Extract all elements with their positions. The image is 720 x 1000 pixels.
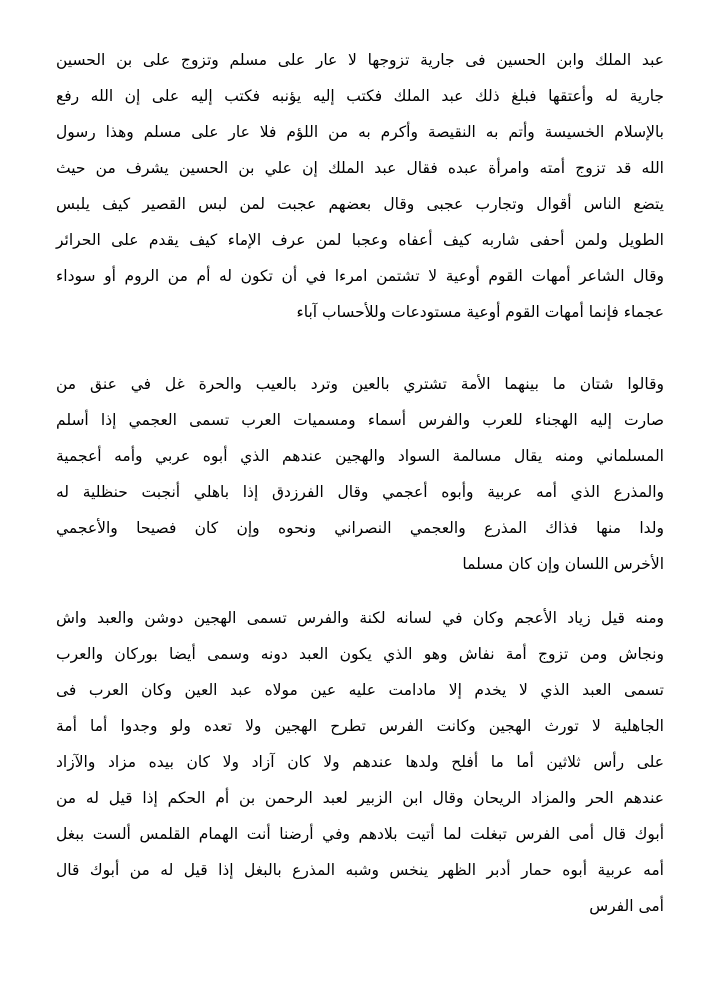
paragraph-2 (56, 366, 664, 582)
text-line: الطويل ولمن أحفى شاربه كيف أعفاه وعجبا لمن عرف الإماء كيف يقدم على الحرائر (56, 231, 664, 249)
text-line: جارية له وأعتقها فبلغ ذلك عبد الملك فكتب إليه يؤنبه فكتب إليه على إن الله رفع (56, 87, 664, 105)
text-line: والمذرع الذي أمه عربية وأبوه أعجمي وقال الفرزدق إذا باهلي أنجبت حنظلية له (56, 483, 664, 501)
text-line: أمه عربية أبوه حمار أدبر الظهر ينخس وشبه المذرع بالبغل إذا قيل له من أبوك قال (56, 861, 664, 879)
text-line: الأخرس اللسان وإن كان مسلما (462, 555, 664, 573)
text-line: أبوك قال أمى الفرس تبغلت لما أتيت بلادهم وفي أرضنا أنت الهمام القلمس ألست ببغل (56, 825, 664, 843)
text-line: عندهم الحر والمزاد الريحان وقال ابن الزبير لعبد الرحمن بن أم الحكم إذا قيل له من (56, 789, 664, 807)
text-line: تسمى العبد الذي لا يخدم إلا مادامت عليه عين مولاه عبد العين وكان العرب فى (56, 681, 664, 699)
text-line: وقال الشاعر أمهات القوم أوعية لا تشتمن امرءا في أن تكون له أم من الروم أو سوداء (56, 267, 664, 285)
text-line: على رأس ثلاثين أما ما أفلح ولدها عندهم ولا كان آزاد ولا كان بيده مزاد والآزاد (56, 753, 664, 771)
text-line: ولدا منها فذاك المذرع والعجمي النصراني ونحوه وإن كان فصيحا والأعجمي (56, 519, 664, 537)
text-line: وقالوا شتان ما بينهما الأمة تشتري بالعين وترد بالعيب والحرة غل في عنق من (56, 375, 664, 393)
text-line: أمى الفرس (589, 897, 664, 915)
paragraph-1 (56, 42, 664, 330)
text-line: عبد الملك وابن الحسين فى جارية تزوجها لا عار على مسلم وتزوج على بن الحسين (56, 51, 664, 69)
text-line: ومنه قيل زياد الأعجم وكان في لسانه لكنة والفرس تسمى الهجين دوشن والعبد واش (56, 609, 664, 627)
text-line: الجاهلية لا تورث الهجين وكانت الفرس تطرح الهجين ولا تعده ولو وجدوا أما أمة (56, 717, 664, 735)
paragraph-3 (56, 600, 664, 924)
text-line: الله قد تزوج أمته وامرأة عبده فقال عبد الملك إن علي بن الحسين يشرف من حيث (56, 159, 664, 177)
text-line: يتضع الناس أقوال وتجارب عجبى وقال بعضهم عجبت لمن لبس القصير كيف يلبس (56, 195, 664, 213)
text-line: عجماء فإنما أمهات القوم أوعية مستودعات وللأحساب آباء (296, 303, 664, 321)
text-line: بالإسلام الخسيسة وأتم به النقيصة وأكرم به من اللؤم فلا عار على مسلم وهذا رسول (56, 123, 664, 141)
text-line: صارت إليه الهجناء للعرب والفرس أسماء ومسميات العرب تسمى العجمي إذا أسلم (56, 411, 664, 429)
text-line: المسلماني ومنه يقال مسالمة السواد والهجين عندهم الذي أبوه عربي وأمه أعجمية (56, 447, 664, 465)
text-line: ونجاش ومن تزوج أمة نفاش وهو الذي يكون العبد دونه وسمى أيضا بوركان والعرب (56, 645, 664, 663)
